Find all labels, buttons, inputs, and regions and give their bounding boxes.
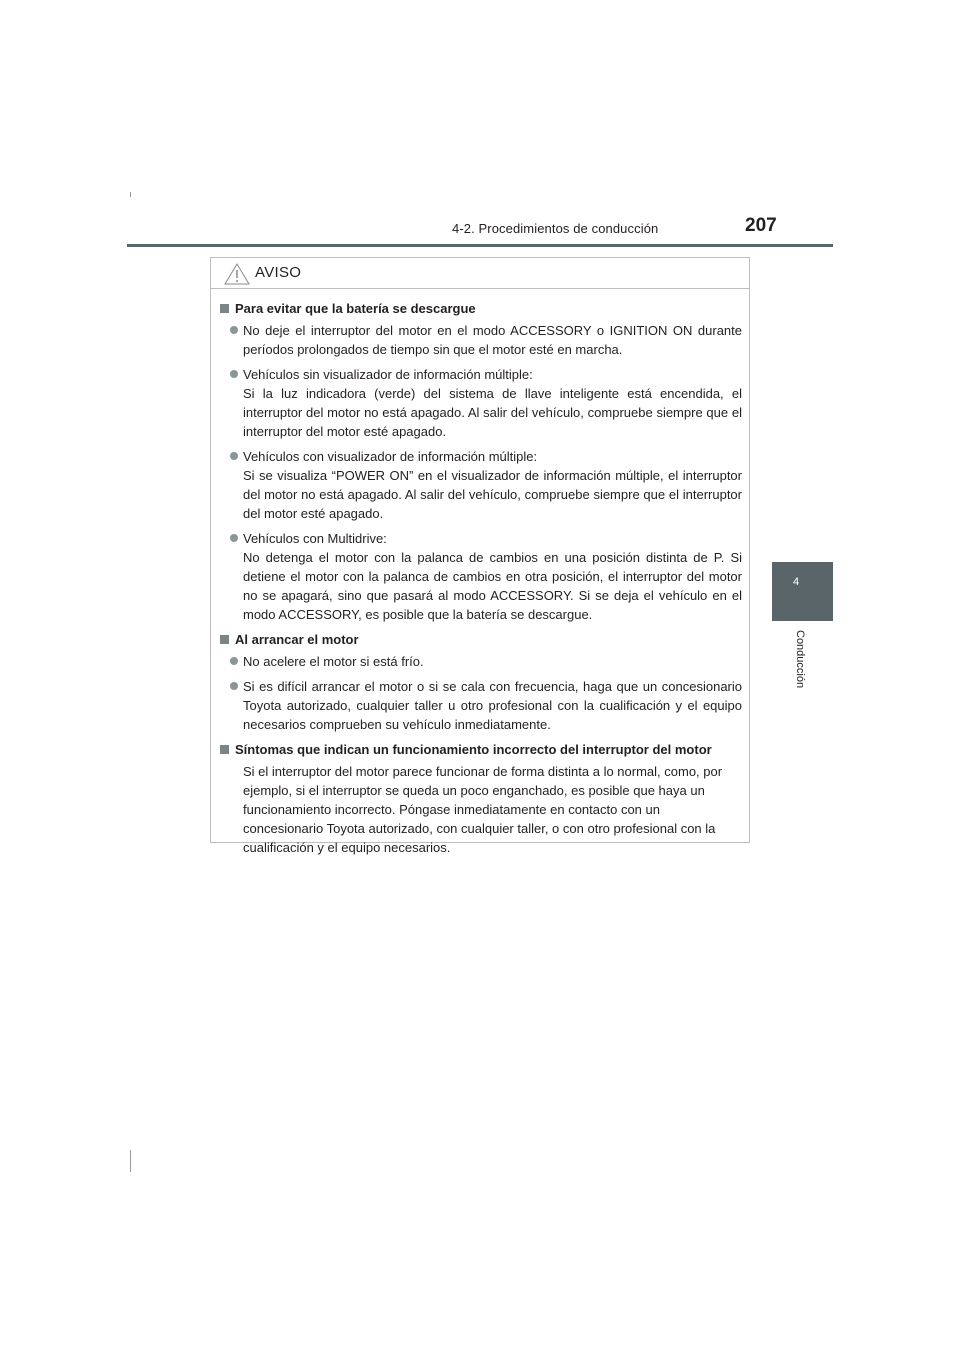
bullet-heading: Vehículos sin visualizador de información múltiple:: [243, 367, 533, 382]
bullet-item: [219, 529, 742, 624]
bullet-dot-icon: [230, 682, 238, 690]
bullet-item: [219, 652, 742, 671]
header-section-title: 4-2. Procedimientos de conducción: [452, 221, 659, 236]
bullet-dot-icon: [230, 657, 238, 665]
chapter-tab: [772, 562, 833, 621]
bullet-item: [219, 321, 742, 359]
page-number: 207: [745, 215, 777, 236]
bullet-item: [219, 677, 742, 734]
bullet-text: Si es difícil arrancar el motor o si se cala con frecuencia, haga que un concesionario Toyota autorizado, cualquier taller u otro profesional con la cualificación y el equipo necesarios comprueben su vehículo inmediatamente.: [243, 679, 742, 732]
crop-mark-top: [130, 192, 131, 197]
crop-mark-bottom: [130, 1150, 131, 1172]
warning-box: [210, 257, 750, 855]
bullet-item: [219, 447, 742, 523]
bullet-text: Si la luz indicadora (verde) del sistema de llave inteligente está encendida, el interruptor del motor no está apagado. Al salir del vehículo, compruebe siempre que el interruptor del motor esté apagado.: [243, 386, 742, 439]
bullet-heading: Vehículos con visualizador de información múltiple:: [243, 449, 538, 464]
section-title: Al arrancar el motor: [219, 630, 742, 649]
warning-title: AVISO: [255, 264, 302, 281]
section-title: Síntomas que indican un funcionamiento incorrecto del interruptor del motor: [219, 740, 742, 759]
chapter-side-label: Conducción: [794, 630, 806, 689]
bullet-item: [219, 365, 742, 441]
bullet-dot-icon: [230, 452, 238, 460]
section-paragraph: Si el interruptor del motor parece funcionar de forma distinta a lo normal, como, por ejemplo, si el interruptor se queda un poco enganchado, es posible que haya un funcionamiento incorrecto. Póngase inmediatamente en contacto con un concesionario Toyota autorizado, con cualquier taller, o con otro profesional con la cualificación y el equipo necesarios.: [243, 764, 723, 855]
bullet-text: No acelere el motor si está frío.: [243, 654, 424, 669]
bullet-text: Si se visualiza “POWER ON” en el visualizador de información múltiple, el interruptor del motor no está apagado. Al salir del vehículo, compruebe siempre que el interruptor del motor esté apagado.: [243, 468, 742, 521]
chapter-number: 4: [793, 576, 800, 588]
bullet-dot-icon: [230, 370, 238, 378]
bullet-heading: Vehículos con Multidrive:: [243, 531, 387, 546]
warning-triangle-icon: [224, 263, 250, 290]
section-title: Para evitar que la batería se descargue: [219, 299, 742, 318]
warning-content: [211, 289, 749, 857]
warning-header: [211, 258, 749, 289]
header-rule: [127, 244, 833, 247]
bullet-dot-icon: [230, 534, 238, 542]
bullet-text: No detenga el motor con la palanca de cambios en una posición distinta de P. Si detiene el motor con la palanca de cambios en otra posición, el interruptor del motor no se apagará, sino que pasará al modo ACCESSORY. Si se deja el vehículo en el modo ACCESSORY, es posible que la batería se descargue.: [243, 550, 742, 622]
bullet-text: No deje el interruptor del motor en el modo ACCESSORY o IGNITION ON durante períodos prolongados de tiempo sin que el motor esté en marcha.: [243, 323, 742, 357]
bullet-dot-icon: [230, 326, 238, 334]
